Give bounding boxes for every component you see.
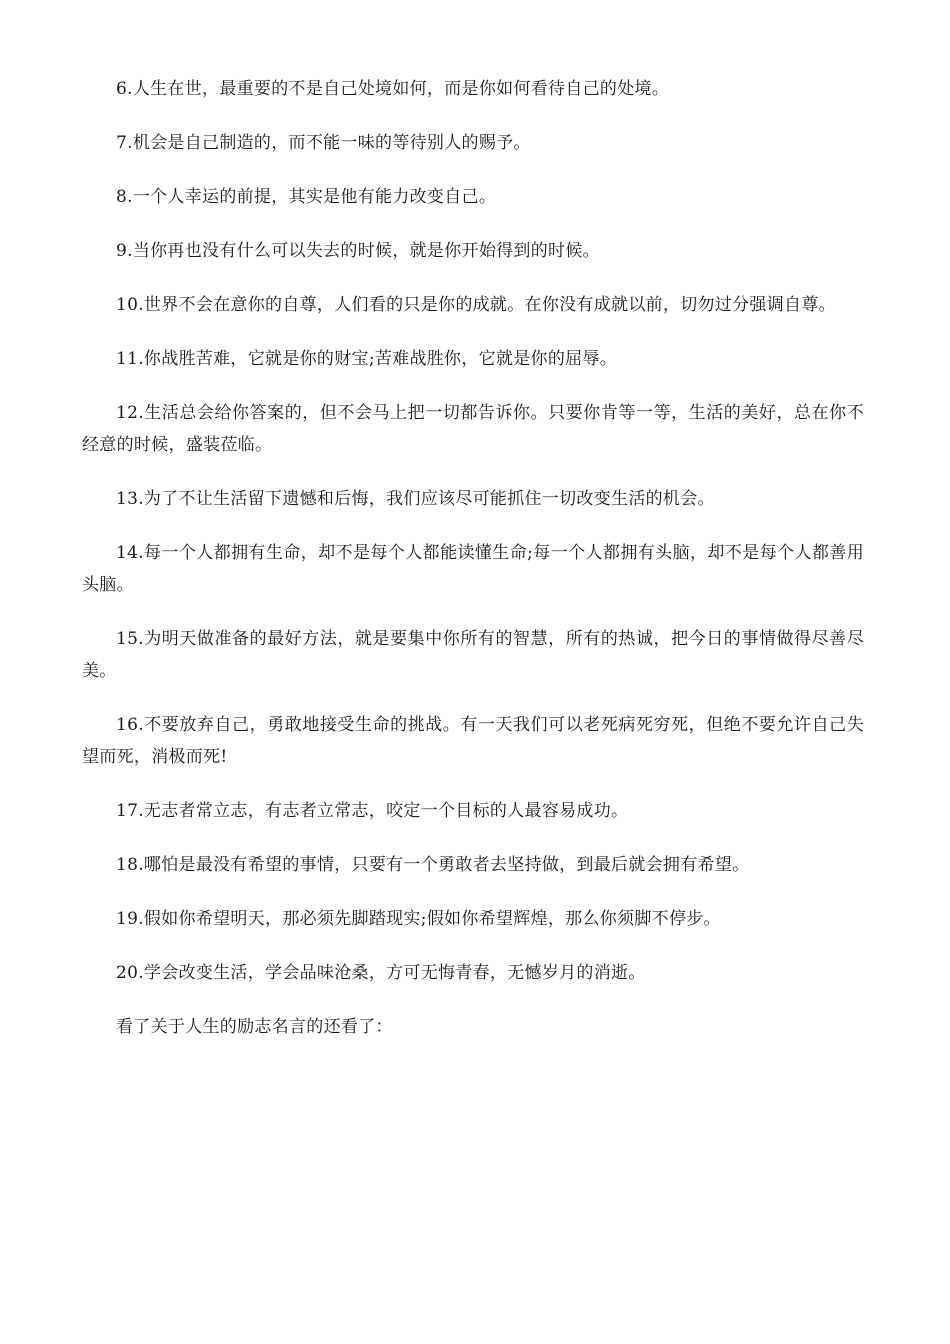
quote-paragraph-16: 16.不要放弃自己，勇敢地接受生命的挑战。有一天我们可以老死病死穷死，但绝不要允许自己失望而死，消极而死!: [82, 715, 864, 767]
quote-paragraph-10: 10.世界不会在意你的自尊，人们看的只是你的成就。在你没有成就以前，切勿过分强调自尊。: [116, 295, 836, 315]
quote-paragraph-7: 7.机会是自己制造的，而不能一味的等待别人的赐予。: [116, 133, 531, 153]
quote-paragraph-20: 20.学会改变生活，学会品味沧桑，方可无悔青春，无憾岁月的消逝。: [116, 963, 646, 983]
quote-paragraph-9: 9.当你再也没有什么可以失去的时候，就是你开始得到的时候。: [116, 241, 600, 261]
quote-paragraph-14: 14.每一个人都拥有生命，却不是每个人都能读懂生命;每一个人都拥有头脑，却不是每个人都善用头脑。: [82, 543, 864, 595]
quote-paragraph-11: 11.你战胜苦难，它就是你的财宝;苦难战胜你，它就是你的屈辱。: [116, 349, 618, 369]
quote-paragraph-15: 15.为明天做准备的最好方法，就是要集中你所有的智慧，所有的热诚，把今日的事情做得尽善尽美。: [82, 629, 864, 681]
quote-paragraph-17: 17.无志者常立志，有志者立常志，咬定一个目标的人最容易成功。: [116, 801, 629, 821]
quote-paragraph-18: 18.哪怕是最没有希望的事情，只要有一个勇敢者去坚持做，到最后就会拥有希望。: [116, 855, 750, 875]
quote-paragraph-8: 8.一个人幸运的前提，其实是他有能力改变自己。: [116, 187, 497, 207]
quote-paragraph-12: 12.生活总会给你答案的，但不会马上把一切都告诉你。只要你肯等一等，生活的美好，总在你不经意的时候，盛装莅临。: [82, 403, 864, 455]
quote-paragraph-13: 13.为了不让生活留下遗憾和后悔，我们应该尽可能抓住一切改变生活的机会。: [116, 489, 715, 509]
quote-paragraph-19: 19.假如你希望明天，那必须先脚踏现实;假如你希望辉煌，那么你须脚不停步。: [116, 909, 721, 929]
quote-paragraph-6: 6.人生在世，最重要的不是自己处境如何，而是你如何看待自己的处境。: [116, 79, 670, 99]
related-reading-heading: 看了关于人生的励志名言的还看了：: [116, 1017, 393, 1037]
